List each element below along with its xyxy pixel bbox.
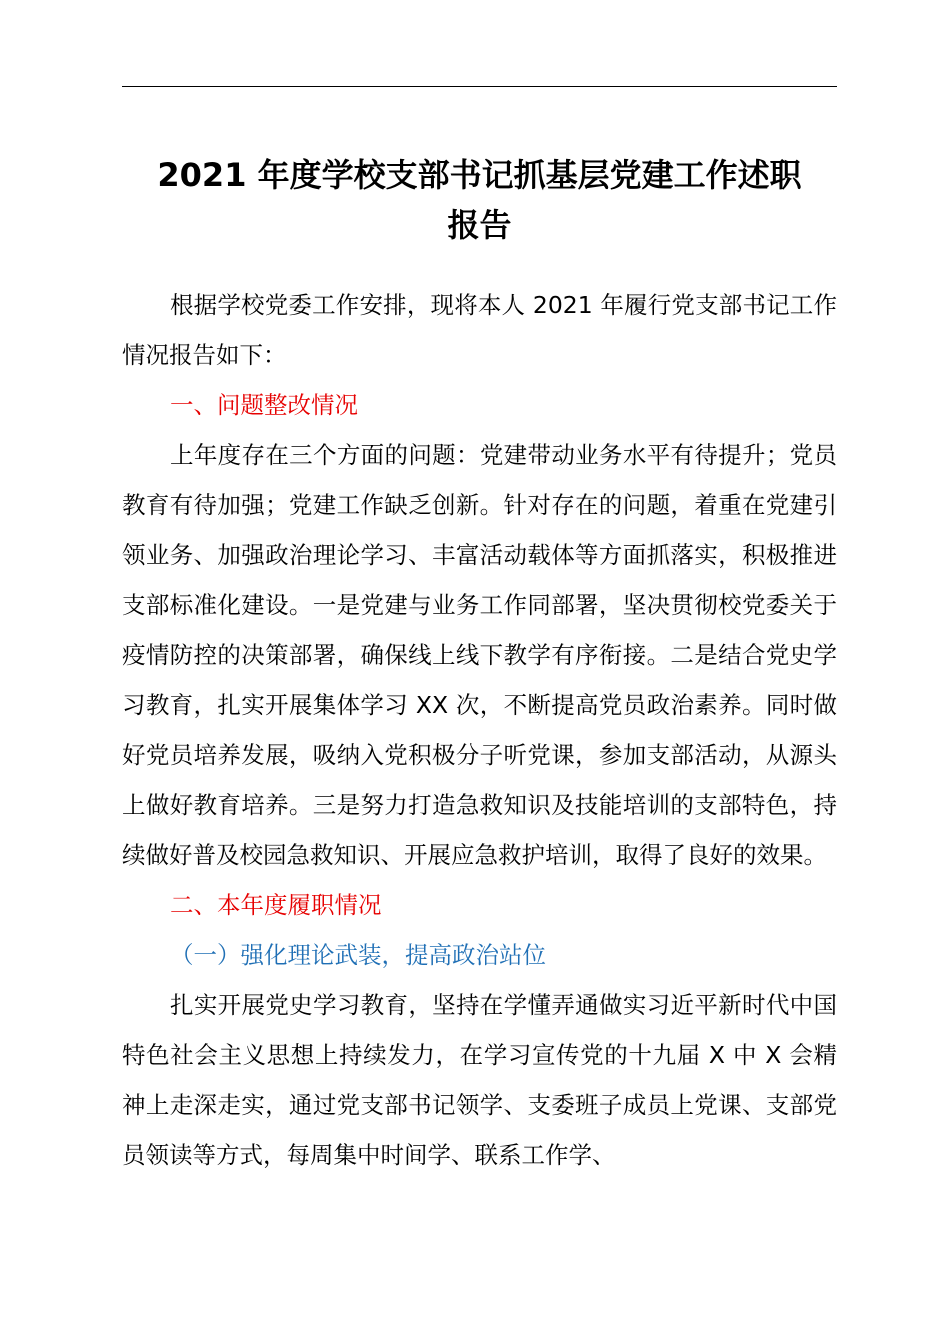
header-rule [122, 86, 837, 87]
section-2-heading: 二、本年度履职情况 [170, 891, 382, 919]
section-1-heading: 一、问题整改情况 [170, 391, 358, 419]
document-body [122, 280, 837, 1180]
subsection-1-heading: （一）强化理论武装，提高政治站位 [170, 941, 546, 969]
document-title [122, 150, 837, 250]
title-line-2: 报告 [447, 206, 512, 244]
section-1-paragraph: 上年度存在三个方面的问题：党建带动业务水平有待提升；党员教育有待加强；党建工作缺乏创新。针对存在的问题，着重在党建引领业务、加强政治理论学习、丰富活动载体等方面抓落实，积极推进支部标准化建设。一是党建与业务工作同部署，坚决贯彻校党委关于疫情防控的决策部署，确保线上线下教学有序衔接。二是结合党史学习教育，扎实开展集体学习 XX 次，不断提高党员政治素养。同时做好党员培养发展，吸纳入党积极分子听党课，参加支部活动，从源头上做好教育培养。三是努力打造急救知识及技能培训的支部特色，持续做好普及校园急救知识、开展应急救护培训，取得了良好的效果。 [122, 441, 837, 869]
title-line-1: 2021 年度学校支部书记抓基层党建工作述职 [157, 156, 802, 194]
intro-paragraph: 根据学校党委工作安排，现将本人 2021 年履行党支部书记工作情况报告如下： [122, 291, 837, 369]
subsection-1-paragraph: 扎实开展党史学习教育，坚持在学懂弄通做实习近平新时代中国特色社会主义思想上持续发力，在学习宣传党的十九届 X 中 X 会精神上走深走实，通过党支部书记领学、支委班子成员上党课、支部党员领读等方式，每周集中时间学、联系工作学、 [122, 991, 837, 1169]
